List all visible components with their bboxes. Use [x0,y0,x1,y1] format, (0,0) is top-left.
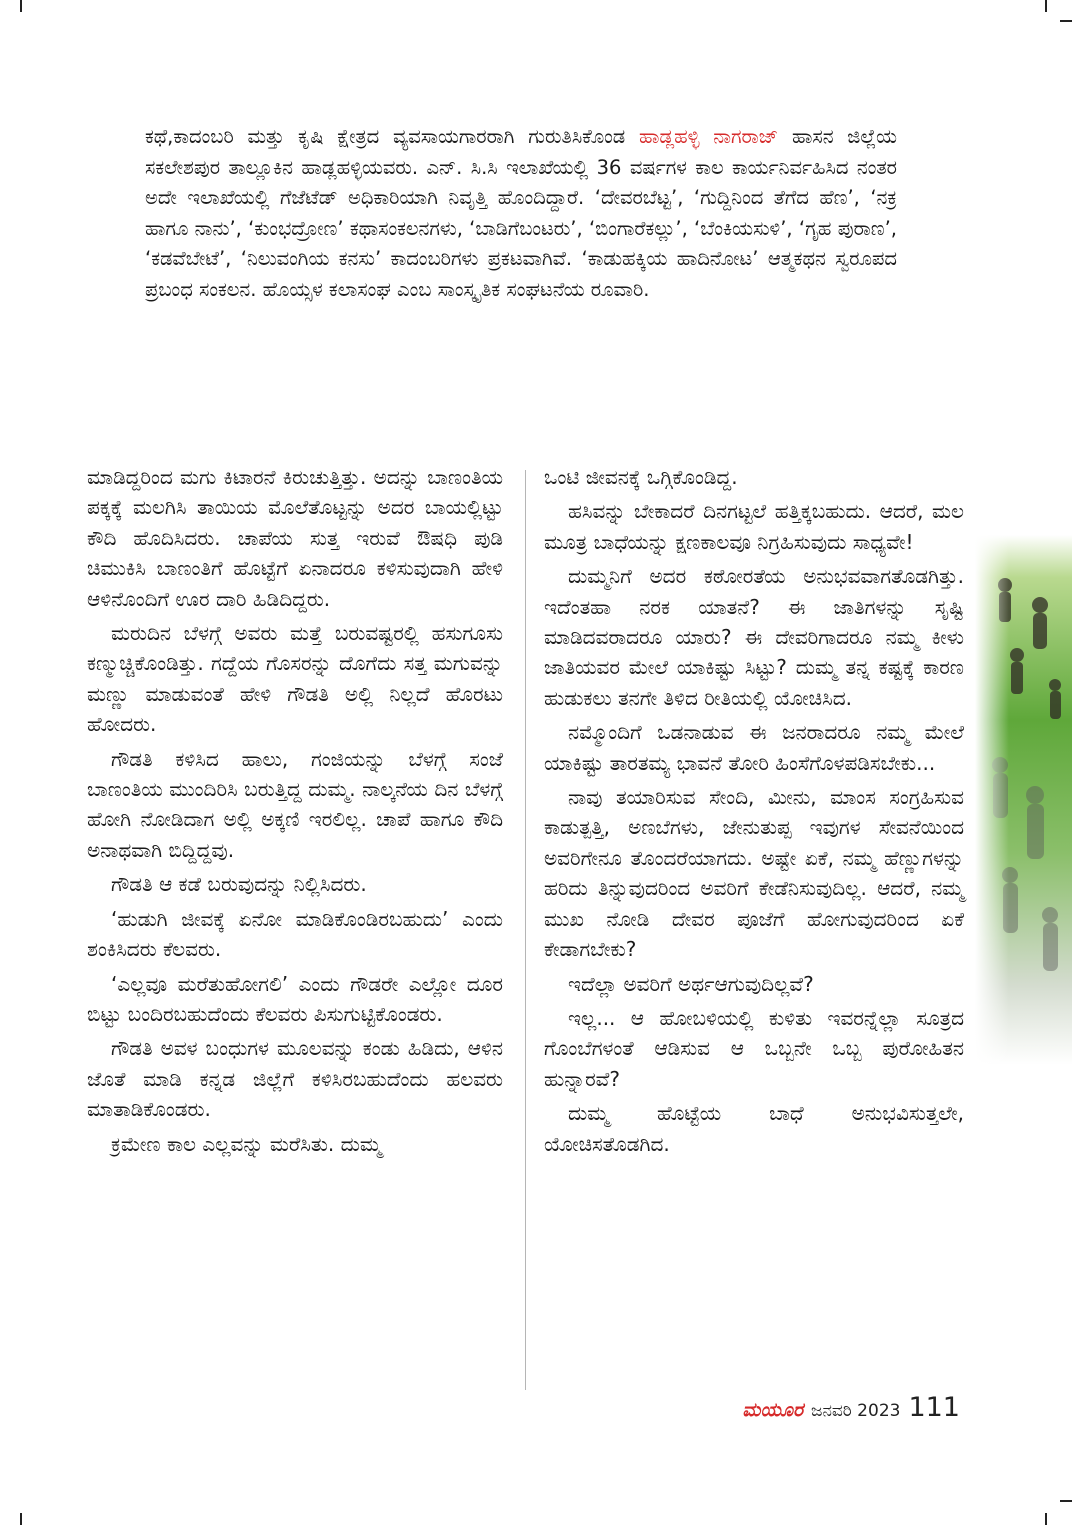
left-paragraph: ಮರುದಿನ ಬೆಳಗ್ಗೆ ಅವರು ಮತ್ತೆ ಬರುವಷ್ಟರಲ್ಲಿ ಹಸುಗೂಸು ಕಣ್ಮುಚ್ಚಿಕೊಂಡಿತ್ತು. ಗದ್ದೆಯ ಗೊಸರನ್ನು ದೊಗೆದು ಸತ್ತ ಮಗುವನ್ನು ಮಣ್ಣು ಮಾಡುವಂತೆ ಹೇಳಿ ಗೌಡತಿ ಅಲ್ಲಿ ನಿಲ್ಲದೆ ಹೊರಟು ಹೋದರು. [87,621,503,737]
issue-date: ಜನವರಿ 2023 [811,1401,901,1421]
left-paragraph: ಕ್ರಮೇಣ ಕಾಲ ಎಲ್ಲವನ್ನು ಮರೆಸಿತು. ದುಮ್ಮ [111,1131,382,1156]
left-column [87,462,503,1163]
crop-mark-top-left [20,0,22,12]
right-column [544,462,964,1163]
page-number: 111 [908,1392,960,1423]
left-paragraph: ಮಾಡಿದ್ದರಿಂದ ಮಗು ಕಿಟಾರನೆ ಕಿರುಚುತ್ತಿತ್ತು. ಅದನ್ನು ಬಾಣಂತಿಯ ಪಕ್ಕಕ್ಕೆ ಮಲಗಿಸಿ ತಾಯಿಯ ಮೊಲೆತೊಟ್ಟನ್ನು ಅದರ ಬಾಯಲ್ಲಿಟ್ಟು ಕೌದಿ ಹೊದಿಸಿದರು. ಚಾಪೆಯ ಸುತ್ತ ಇರುವೆ ಔಷಧಿ ಪುಡಿ ಚಿಮುಕಿಸಿ ಬಾಣಂತಿಗೆ ಹೊಟ್ಟೆಗೆ ಏನಾದರೂ ಕಳಿಸುವುದಾಗಿ ಹೇಳಿ ಆಳಿನೊಂದಿಗೆ ಊರ ದಾರಿ ಹಿಡಿದಿದ್ದರು. [87,465,503,611]
left-paragraph: ಗೌಡತಿ ಆ ಕಡೆ ಬರುವುದನ್ನು ನಿಲ್ಲಿಸಿದರು. [111,872,367,897]
crop-mark-bottom-left [20,1513,22,1525]
author-name: ಹಾಡ್ಲಹಳ್ಳಿ ನಾಗರಾಜ್ [639,125,779,148]
crowd-illustration [975,535,1072,1065]
crop-mark-top-right [1045,0,1047,12]
crop-mark-right-top [1060,20,1072,22]
crop-mark-bottom-right [1045,1513,1047,1525]
left-paragraph: ‘ಎಲ್ಲವೂ ಮರೆತುಹೋಗಲಿ’ ಎಂದು ಗೌಡರೇ ಎಲ್ಲೋ ದೂರ ಬಿಟ್ಟು ಬಂದಿರಬಹುದೆಂದು ಕೆಲವರು ಪಿಸುಗುಟ್ಟಿಕೊಂಡರು. [87,971,503,1026]
right-paragraph: ಹಸಿವನ್ನು ಬೇಕಾದರೆ ದಿನಗಟ್ಟಲೆ ಹತ್ತಿಕ್ಕಬಹುದು. ಆದರೆ, ಮಲ ಮೂತ್ರ ಬಾಧೆಯನ್ನು ಕ್ಷಣಕಾಲವೂ ನಿಗ್ರಹಿಸುವುದು ಸಾಧ್ಯವೇ! [544,499,964,554]
author-bio [145,122,897,306]
right-paragraph: ದುಮ್ಮ ಹೊಟ್ಟೆಯ ಬಾಧೆ ಅನುಭವಿಸುತ್ತಲೇ, ಯೋಚಿಸತೊಡಗಿದ. [544,1101,964,1156]
right-paragraph: ಇದೆಲ್ಲಾ ಅವರಿಗೆ ಅರ್ಥಆಗುವುದಿಲ್ಲವೆ? [568,971,814,996]
right-paragraph: ಇಲ್ಲ... ಆ ಹೋಬಳಿಯಲ್ಲಿ ಕುಳಿತು ಇವರನ್ನೆಲ್ಲಾ ಸೂತ್ರದ ಗೊಂಬೆಗಳಂತೆ ಆಡಿಸುವ ಆ ಒಬ್ಬನೇ ಒಬ್ಬ ಪುರೋಹಿತನ ಹುನ್ನಾರವೆ? [544,1005,964,1091]
illustration-strip [975,535,1072,1065]
left-paragraph: ಗೌಡತಿ ಕಳಿಸಿದ ಹಾಲು, ಗಂಜಿಯನ್ನು ಬೆಳಗ್ಗೆ ಸಂಜೆ ಬಾಣಂತಿಯ ಮುಂದಿರಿಸಿ ಬರುತ್ತಿದ್ದ ದುಮ್ಮ. ನಾಲ್ಕನೆಯ ದಿನ ಬೆಳಗ್ಗೆ ಹೋಗಿ ನೋಡಿದಾಗ ಅಲ್ಲಿ ಅಕ್ಕಣಿ ಇರಲಿಲ್ಲ. ಚಾಪೆ ಹಾಗೂ ಕೌದಿ ಅನಾಥವಾಗಿ ಬಿದ್ದಿದ್ದವು. [87,746,503,862]
bio-lead: ಕಥೆ,ಕಾದಂಬರಿ ಮತ್ತು ಕೃಷಿ ಕ್ಷೇತ್ರದ ವ್ಯವಸಾಯಗಾರರಾಗಿ ಗುರುತಿಸಿಕೊಂಡ [145,125,626,148]
left-paragraph: ‘ಹುಡುಗಿ ಜೀವಕ್ಕೆ ಏನೋ ಮಾಡಿಕೊಂಡಿರಬಹುದು’ ಎಂದು ಶಂಕಿಸಿದರು ಕೆಲವರು. [87,906,503,962]
page-footer [742,1392,960,1423]
right-paragraph: ನಾವು ತಯಾರಿಸುವ ಸೇಂದಿ, ಮೀನು, ಮಾಂಸ ಸಂಗ್ರಹಿಸುವ ಕಾಡುತ್ಪತ್ತಿ, ಅಣಬೆಗಳು, ಜೇನುತುಪ್ಪ ಇವುಗಳ ಸೇವನೆಯಿಂದ ಅವರಿಗೇನೂ ತೊಂದರೆಯಾಗದು. ಅಷ್ಟೇ ಏಕೆ, ನಮ್ಮ ಹೆಣ್ಣುಗಳನ್ನು ಹರಿದು ತಿನ್ನುವುದರಿಂದ ಅವರಿಗೆ ಕೇಡೆನಿಸುವುದಿಲ್ಲ. ಆದರೆ, ನಮ್ಮ ಮುಖ ನೋಡಿ ದೇವರ ಪೂಜೆಗೆ ಹೋಗುವುದರಿಂದ ಏಕೆ ಕೇಡಾಗಬೇಕು? [544,785,964,962]
right-paragraph: ದುಮ್ಮನಿಗೆ ಅದರ ಕಠೋರತೆಯ ಅನುಭವವಾಗತೊಡಗಿತ್ತು. ಇದೆಂತಹಾ ನರಕ ಯಾತನೆ? ಈ ಜಾತಿಗಳನ್ನು ಸೃಷ್ಟಿ ಮಾಡಿದವರಾದರೂ ಯಾರು? ಈ ದೇವರಿಗಾದರೂ ನಮ್ಮ ಕೀಳು ಜಾತಿಯವರ ಮೇಲೆ ಯಾಕಿಷ್ಟು ಸಿಟ್ಟು? ದುಮ್ಮ ತನ್ನ ಕಷ್ಟಕ್ಕೆ ಕಾರಣ ಹುಡುಕಲು ತನಗೇ ತಿಳಿದ ರೀತಿಯಲ್ಲಿ ಯೋಚಿಸಿದ. [544,564,964,710]
right-paragraph: ಒಂಟಿ ಜೀವನಕ್ಕೆ ಒಗ್ಗಿಕೊಂಡಿದ್ದ. [544,465,738,489]
bio-body: ಹಾಸನ ಜಿಲ್ಲೆಯ ಸಕಲೇಶಪುರ ತಾಲ್ಲೂಕಿನ ಹಾಡ್ಲಹಳ್ಳಿಯವರು. ಎನ್. ಸಿ.ಸಿ ಇಲಾಖೆಯಲ್ಲಿ 36 ವರ್ಷಗಳ ಕಾಲ ಕಾರ್ಯನಿರ್ವಹಿಸಿದ ನಂತರ ಅದೇ ಇಲಾಖೆಯಲ್ಲಿ ಗೆಜೆಟೆಡ್ ಅಧಿಕಾರಿಯಾಗಿ ನಿವೃತ್ತಿ ಹೊಂದಿದ್ದಾರೆ. ‘ದೇವರಬೆಟ್ಟ’, ‘ಗುದ್ದಿನಿಂದ ತೆಗೆದ ಹೆಣ’, ‘ನಕ್ರ ಹಾಗೂ ನಾನು’, ‘ಕುಂಭದ್ರೋಣ’ ಕಥಾಸಂಕಲನಗಳು, ‘ಬಾಡಿಗೆಬಂಟರು’, ‘ಬಿಂಗಾರೆಕಲ್ಲು’, ‘ಬೆಂಕಿಯಸುಳಿ’, ‘ಗೃಹ ಪುರಾಣ’, ‘ಕಡವೆಬೇಟೆ’, ‘ನಿಲುವಂಗಿಯ ಕನಸು’ ಕಾದಂಬರಿಗಳು ಪ್ರಕಟವಾಗಿವೆ. ‘ಕಾಡುಹಕ್ಕಿಯ ಹಾದಿನೋಟ’ ಆತ್ಮಕಥನ ಸ್ವರೂಪದ ಪ್ರಬಂಧ ಸಂಕಲನ. ಹೊಯ್ಸಳ ಕಲಾಸಂಘ ಎಂಬ ಸಾಂಸ್ಕೃತಿಕ ಸಂಘಟನೆಯ ರೂವಾರಿ. [145,125,898,301]
column-divider [525,470,526,1390]
magazine-name: ಮಯೂರ [742,1399,804,1421]
right-paragraph: ನಮ್ಮೊಂದಿಗೆ ಒಡನಾಡುವ ಈ ಜನರಾದರೂ ನಮ್ಮ ಮೇಲೆ ಯಾಕಿಷ್ಟು ತಾರತಮ್ಯ ಭಾವನೆ ತೋರಿ ಹಿಂಸೆಗೊಳಪಡಿಸಬೇಕು... [544,720,964,775]
left-paragraph: ಗೌಡತಿ ಅವಳ ಬಂಧುಗಳ ಮೂಲವನ್ನು ಕಂಡು ಹಿಡಿದು, ಆಳಿನ ಜೊತೆ ಮಾಡಿ ಕನ್ನಡ ಜಿಲ್ಲೆಗೆ ಕಳಿಸಿರಬಹುದೆಂದು ಹಲವರು ಮಾತಾಡಿಕೊಂಡರು. [87,1036,503,1122]
crop-mark-right-bottom [1060,1500,1072,1502]
